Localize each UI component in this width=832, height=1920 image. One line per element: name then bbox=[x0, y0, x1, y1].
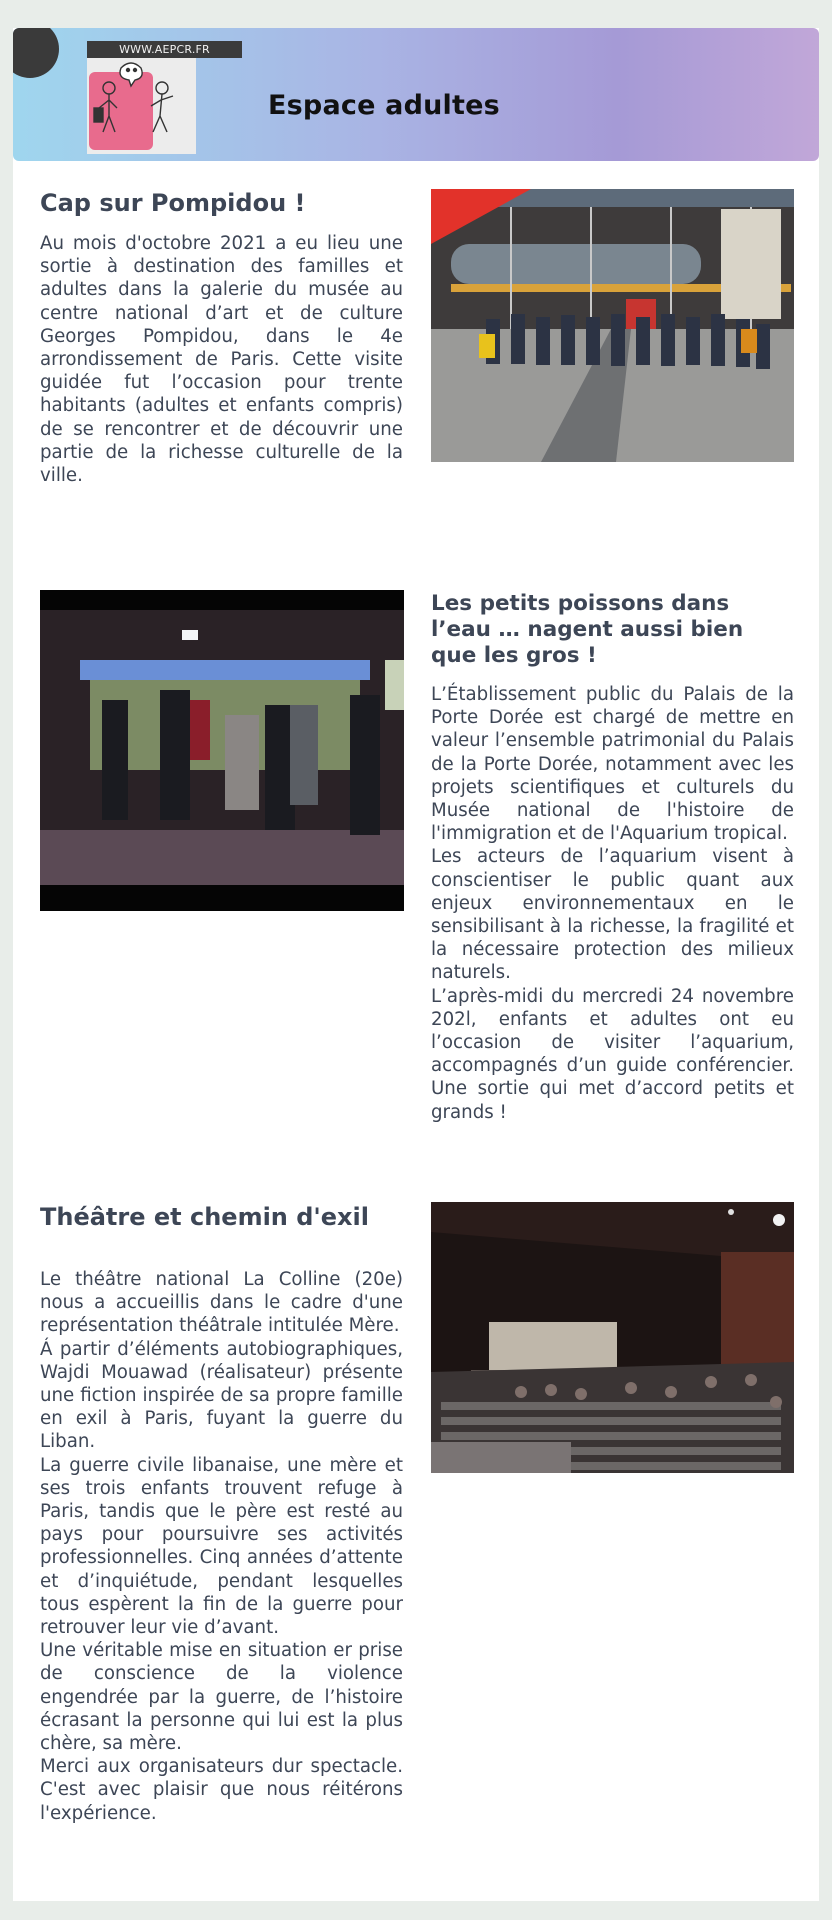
photo-theatre-hall bbox=[431, 1202, 794, 1473]
paragraph: Le théâtre national La Colline (20e) nous a accueillis dans le cadre d'une représentation théâtrale intitulée Mère. bbox=[40, 1269, 403, 1337]
paragraph: L’Établissement public du Palais de la Porte Dorée est chargé de mettre en valeur l’ensemble patrimonial du Palais de la Porte Dorée, notamment avec les projets scientifiques et culturels du Musée national de l'histoire de l'immigration et de l'Aquarium tropical. bbox=[431, 684, 794, 845]
section-title-aquarium: Les petits poissons dans l’eau … nagent aussi bien que les gros ! bbox=[431, 591, 744, 668]
section-title-pompidou: Cap sur Pompidou ! bbox=[40, 189, 306, 217]
paragraph: Les acteurs de l’aquarium visent à conscientiser le public quant aux enjeux environnementaux en le sensibilisant à la richesse, la fragilité et la nécessaire protection des milieux naturels. bbox=[431, 846, 794, 984]
corner-circle-decoration bbox=[13, 28, 59, 78]
section-text-pompidou bbox=[40, 232, 403, 487]
photo-aquarium-visit bbox=[40, 590, 404, 911]
paragraph: L’après-midi du mercredi 24 novembre 202l, enfants et adultes ont eu l’occasion de visiter l’aquarium, accompagnés d’un guide conférencier. Une sortie qui met d’accord petits et grands ! bbox=[431, 985, 794, 1123]
logo-url-label: WWW.AEPCR.FR bbox=[87, 41, 242, 58]
paragraph: Á partir d’éléments autobiographiques, Wajdi Mouawad (réalisateur) présente une fiction inspirée de sa propre famille en exil à Paris, fuyant la guerre du Liban. bbox=[40, 1338, 403, 1453]
paragraph: Merci aux organisateurs dur spectacle. C'est avec plaisir que nous réitérons l'expérience. bbox=[40, 1756, 403, 1824]
header-title: Espace adultes bbox=[268, 90, 500, 121]
section-text-theatre bbox=[40, 1268, 403, 1825]
page-header bbox=[13, 28, 819, 161]
paragraph: Une véritable mise en situation er prise de conscience de la violence engendrée par la guerre, de l’histoire écrasant la personne qui lui est la plus chère, sa mère. bbox=[40, 1640, 403, 1755]
photo-pompidou-group bbox=[431, 189, 794, 462]
section-title-theatre: Théâtre et chemin d'exil bbox=[40, 1203, 369, 1231]
section-text-aquarium bbox=[431, 683, 794, 1124]
paragraph: Au mois d'octobre 2021 a eu lieu une sortie à destination des familles et adultes dans la galerie du musée au centre national d’art et de culture Georges Pompidou, dans le 4e arrondissement de Paris. Cette visite guidée fut l’occasion pour trente habitants (adultes et enfants compris) de se rencontrer et de découvrir une partie de la richesse culturelle de la ville. bbox=[40, 233, 403, 487]
paragraph: La guerre civile libanaise, une mère et ses trois enfants trouvent refuge à Paris, tandis que le père est resté au pays pour poursuivre ses activités professionnelles. Cinq années d’attente et d’inquiétude, pendant lesquelles tous espèrent la fin de la guerre pour retrouver leur vie d’avant. bbox=[40, 1454, 403, 1639]
logo-figures-icon bbox=[87, 58, 196, 154]
aepcr-logo bbox=[87, 58, 196, 154]
